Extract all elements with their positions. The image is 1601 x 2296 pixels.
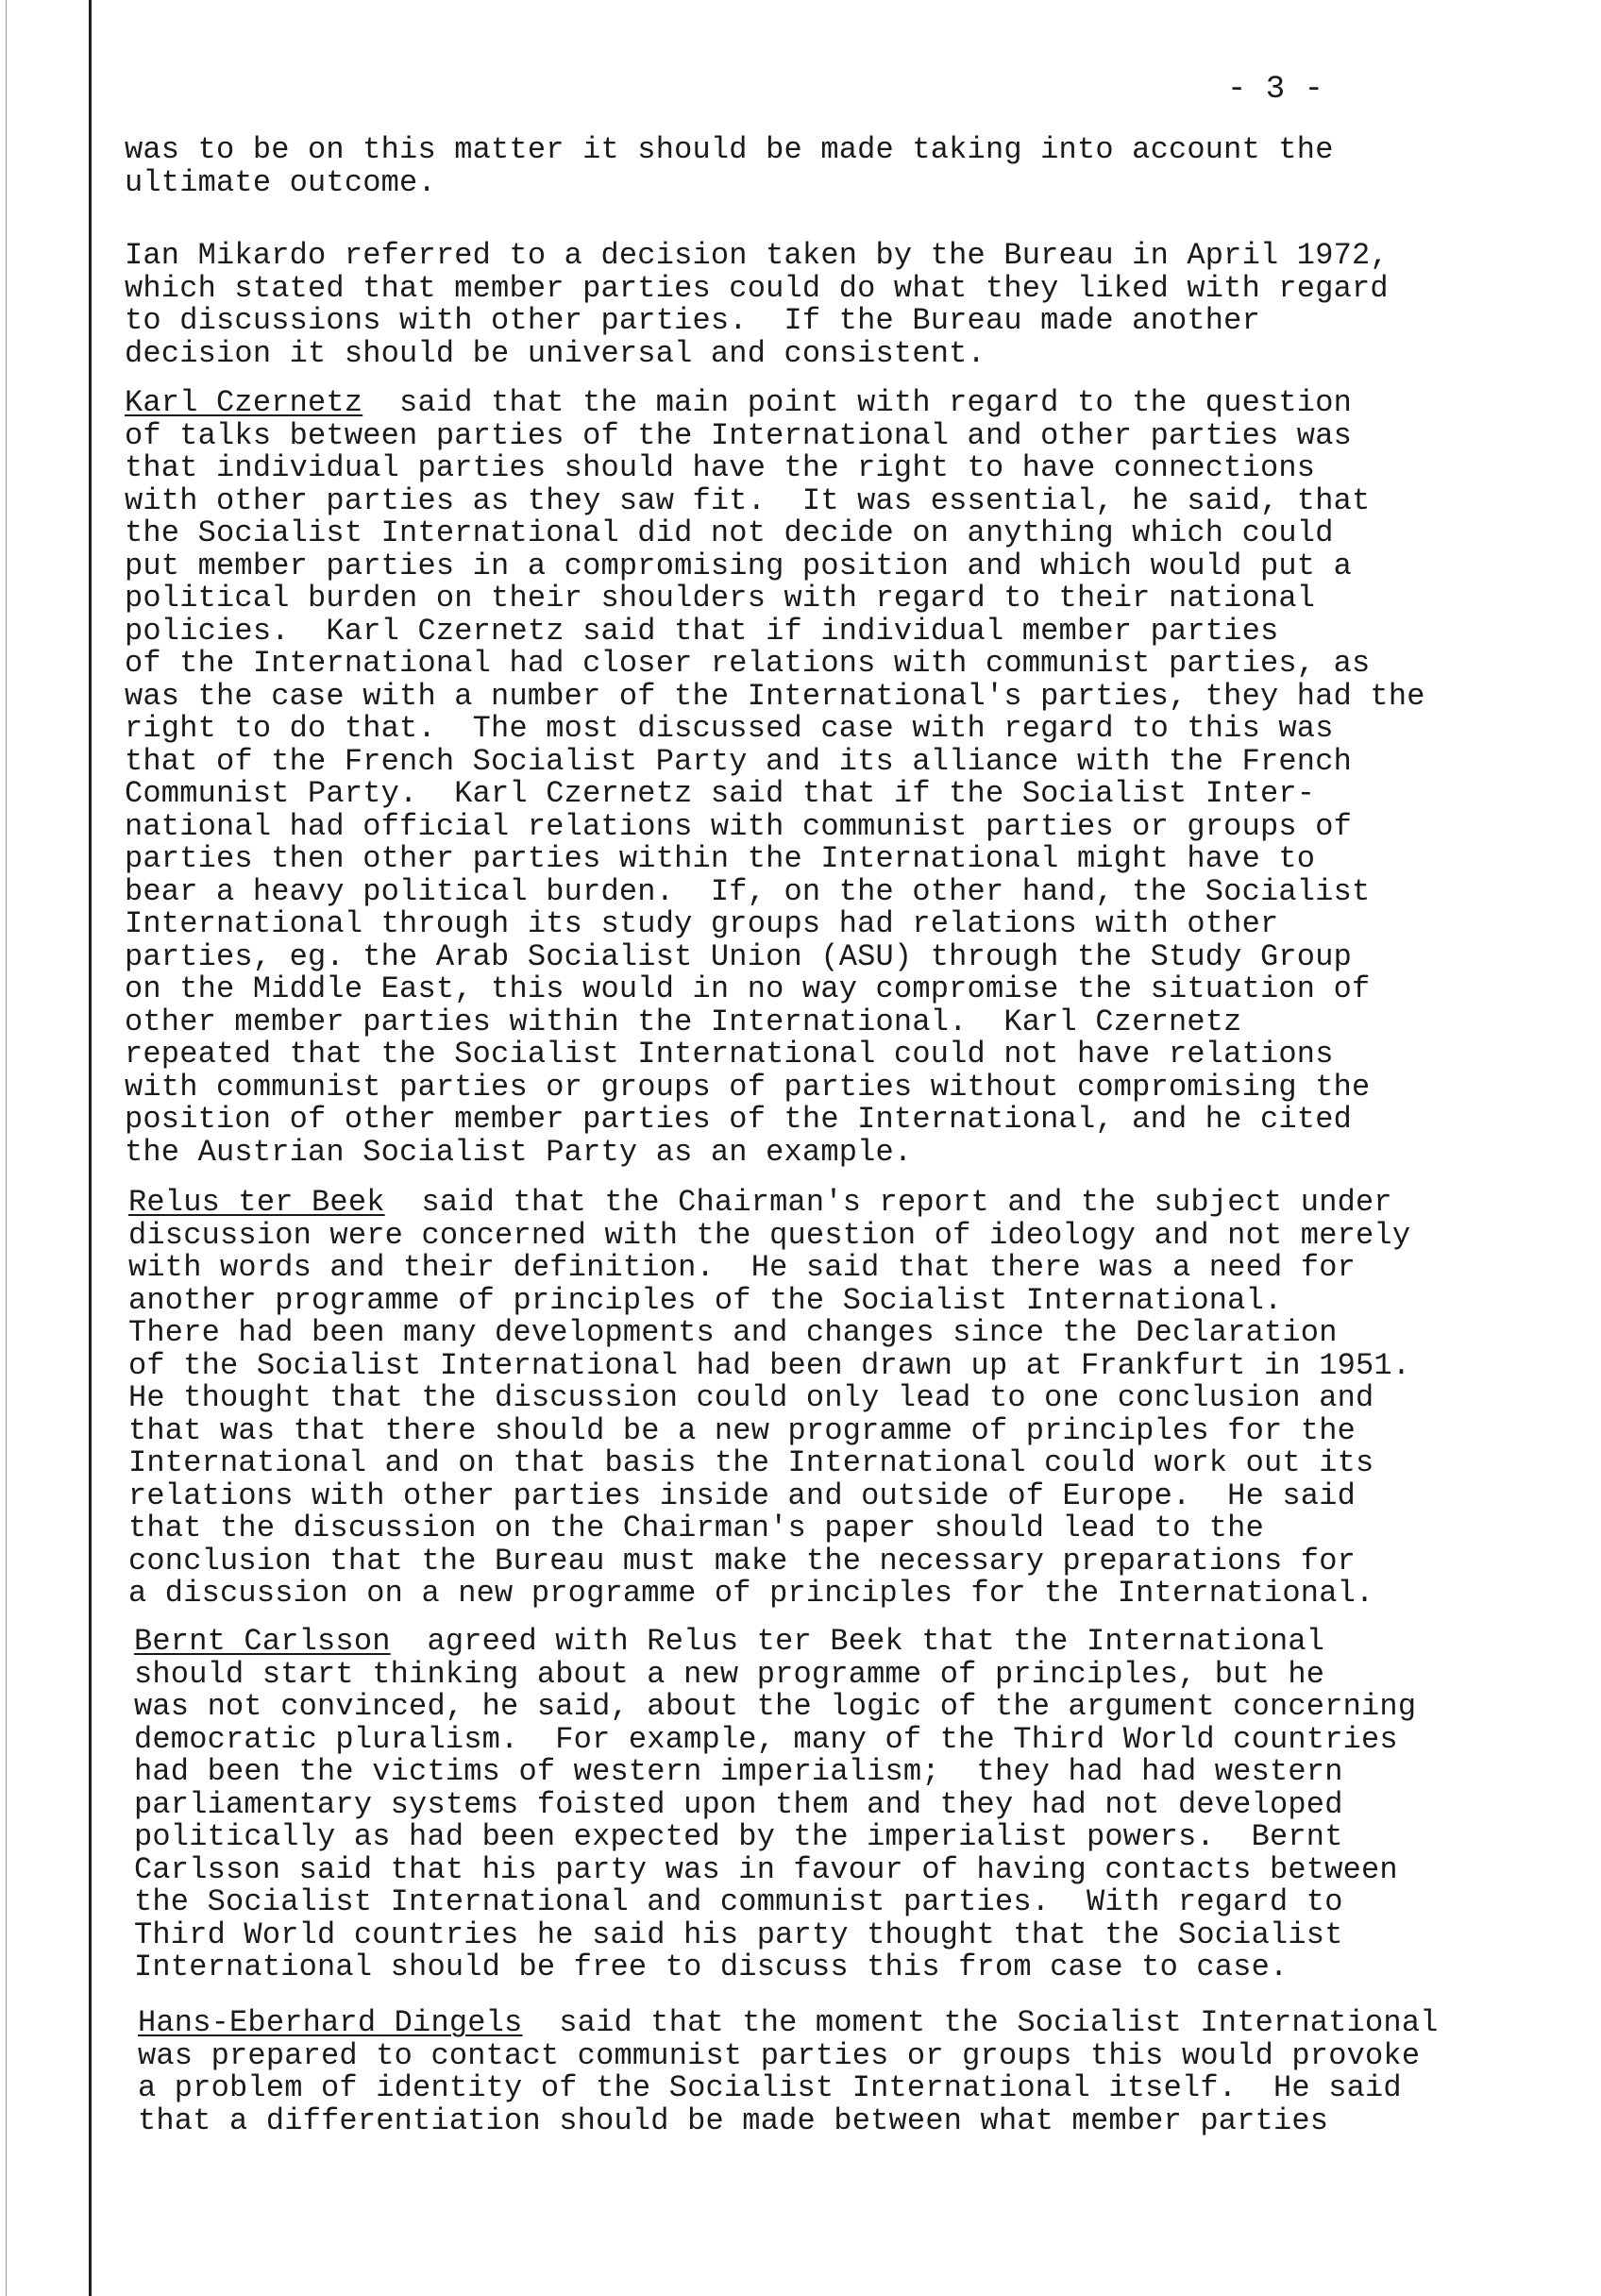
text-line: [128, 1578, 1410, 1611]
text-line: [134, 1821, 1416, 1854]
text-line: [125, 164, 1334, 200]
text-line: [125, 648, 1425, 681]
line-text: with words and their definition. He said that there was a need for: [128, 1250, 1357, 1285]
text-line: [125, 335, 1389, 371]
text-line: [128, 1347, 1411, 1383]
paragraph-mikardo: [125, 240, 1389, 370]
line-text: a discussion on a new programme of principles for the International.: [128, 1576, 1374, 1611]
text-line: [138, 2102, 1439, 2138]
text-line: [125, 270, 1389, 306]
line-text: policies. Karl Czernetz said that if individual member parties: [125, 613, 1279, 649]
line-text: was prepared to contact communist parties or groups this would provoke: [138, 2037, 1421, 2073]
line-text: politically as had been expected by the imperialist powers. Bernt: [134, 1819, 1343, 1854]
text-line: [125, 938, 1425, 974]
line-text: that a differentiation should be made between what member parties: [138, 2102, 1329, 2138]
text-line: [125, 482, 1425, 518]
line-text: the Austrian Socialist Party as an example.: [125, 1134, 913, 1170]
text-line: [134, 1756, 1416, 1789]
line-text: on the Middle East, this would in no way compromise the situation of: [125, 971, 1371, 1006]
line-text: of talks between parties of the International and other parties was: [125, 417, 1353, 453]
text-line: [128, 1512, 1410, 1545]
speaker-name: Hans-Eberhard Dingels: [138, 2005, 523, 2040]
text-line: [128, 1252, 1410, 1285]
text-line: [125, 517, 1425, 550]
line-text: of the Socialist International had been drawn up at Frankfurt in 1951.: [128, 1347, 1411, 1383]
line-text: of the International had closer relations with communist parties, as: [125, 646, 1371, 681]
text-line: [128, 1477, 1410, 1513]
line-text: was to be on this matter it should be made taking into account the: [125, 132, 1334, 167]
text-line: [125, 240, 1389, 273]
paragraph-czernetz: [125, 387, 1425, 1169]
line-text: the Socialist International and communist parties. With regard to: [134, 1884, 1343, 1919]
line-text: a problem of identity of the Socialist International itself. He said: [138, 2070, 1402, 2105]
text-line: [125, 582, 1425, 616]
text-line: [128, 1447, 1410, 1480]
line-text: He thought that the discussion could only lead to one conclusion and: [128, 1380, 1374, 1415]
line-text: parties, eg. the Arab Socialist Union (ASU) through the Study Group: [125, 938, 1353, 974]
scan-edge-line: [6, 0, 7, 2296]
text-line: [125, 134, 1334, 167]
text-line: [125, 1006, 1425, 1039]
line-text: that was that there should be a new programme of principles for the: [128, 1412, 1357, 1448]
text-line: [125, 1104, 1425, 1137]
line-text: national had official relations with communist parties or groups of: [125, 808, 1353, 844]
line-text: had been the victims of western imperialism; they had had western: [134, 1754, 1343, 1789]
text-line: [138, 2007, 1439, 2040]
line-text: International through its study groups had relations with other: [125, 906, 1279, 941]
text-line: [128, 1412, 1410, 1448]
line-text: political burden on their shoulders with regard to their national: [125, 581, 1316, 616]
line-text: said that the main point with regard to the question: [362, 385, 1353, 420]
text-line: [128, 1187, 1410, 1220]
text-line: [134, 1951, 1416, 1984]
line-text: decision it should be universal and consistent.: [125, 335, 986, 371]
line-text: to discussions with other parties. If the Bureau made another: [125, 303, 1260, 338]
line-text: said that the moment the Socialist International: [522, 2005, 1439, 2040]
line-text: said that the Chairman's report and the subject under: [384, 1185, 1392, 1220]
text-line: [125, 550, 1425, 583]
margin-rule: [89, 0, 92, 2296]
text-line: [134, 1656, 1416, 1692]
line-text: Communist Party. Karl Czernetz said that if the Socialist Inter-: [125, 776, 1316, 811]
text-line: [125, 1134, 1425, 1170]
line-text: that the discussion on the Chairman's paper should lead to the: [128, 1511, 1264, 1545]
text-line: [125, 1038, 1425, 1072]
text-line: [125, 452, 1425, 485]
text-line: [134, 1691, 1416, 1724]
speaker-name: Karl Czernetz: [125, 385, 363, 420]
line-text: put member parties in a compromising position and which would put a: [125, 548, 1353, 583]
line-text: should start thinking about a new programme of principles, but he: [134, 1656, 1325, 1692]
line-text: Carlsson said that his party was in favour of having contacts between: [134, 1851, 1398, 1887]
paragraph-carlsson: [134, 1626, 1416, 1984]
line-text: There had been many developments and changes since the Declaration: [128, 1315, 1338, 1350]
text-line: [125, 305, 1389, 338]
text-line: [134, 1721, 1416, 1757]
page-number: - 3 -: [1227, 72, 1324, 108]
text-line: [134, 1786, 1416, 1822]
paragraph-dingels: [138, 2007, 1439, 2137]
text-line: [125, 778, 1425, 811]
line-text: conclusion that the Bureau must make the necessary preparations for: [128, 1543, 1357, 1578]
line-text: bear a heavy political burden. If, on the other hand, the Socialist: [125, 873, 1371, 909]
line-text: with communist parties or groups of parties without compromising the: [125, 1069, 1371, 1105]
text-line: [134, 1851, 1416, 1887]
text-line: [128, 1317, 1410, 1350]
text-line: [125, 808, 1425, 844]
text-line: [125, 387, 1425, 420]
text-line: [125, 1069, 1425, 1105]
line-text: which stated that member parties could do what they liked with regard: [125, 270, 1389, 306]
text-line: [125, 613, 1425, 649]
line-text: relations with other parties inside and outside of Europe. He said: [128, 1477, 1357, 1513]
text-line: [125, 908, 1425, 941]
paragraph-continuation: [125, 134, 1334, 199]
line-text: was the case with a number of the International's parties, they had the: [125, 678, 1425, 714]
line-text: was not convinced, he said, about the logic of the argument concerning: [134, 1689, 1417, 1724]
text-line: [128, 1382, 1410, 1415]
line-text: International should be free to discuss this from case to case.: [134, 1950, 1289, 1984]
text-line: [128, 1545, 1410, 1578]
line-text: other member parties within the International. Karl Czernetz: [125, 1004, 1242, 1039]
line-text: another programme of principles of the Socialist International.: [128, 1282, 1283, 1318]
text-line: [125, 743, 1425, 779]
line-text: with other parties as they saw fit. It was essential, he said, that: [125, 482, 1371, 518]
line-text: position of other member parties of the International, and he cited: [125, 1102, 1353, 1137]
text-line: [134, 1626, 1416, 1659]
line-text: discussion were concerned with the question of ideology and not merely: [128, 1217, 1411, 1253]
line-text: that individual parties should have the right to have connections: [125, 450, 1316, 485]
text-line: [125, 678, 1425, 714]
line-text: ultimate outcome.: [125, 164, 436, 200]
text-line: [138, 2037, 1439, 2073]
line-text: right to do that. The most discussed case with regard to this was: [125, 711, 1334, 746]
line-text: International and on that basis the International could work out its: [128, 1445, 1374, 1480]
text-line: [125, 417, 1425, 453]
text-line: [128, 1217, 1411, 1253]
text-line: [125, 843, 1425, 876]
text-line: [138, 2072, 1439, 2105]
line-text: parties then other parties within the International might have to: [125, 841, 1316, 876]
line-text: that of the French Socialist Party and its alliance with the French: [125, 743, 1353, 779]
text-line: [125, 873, 1425, 909]
line-text: Ian Mikardo referred to a decision taken by the Bureau in April 1972,: [125, 238, 1389, 273]
text-line: [125, 713, 1425, 746]
line-text: the Socialist International did not decide on anything which could: [125, 515, 1334, 550]
line-text: parliamentary systems foisted upon them and they had not developed: [134, 1786, 1343, 1822]
speaker-name: Bernt Carlsson: [134, 1624, 391, 1659]
speaker-name: Relus ter Beek: [128, 1185, 385, 1220]
line-text: agreed with Relus ter Beek that the International: [390, 1624, 1325, 1659]
text-line: [125, 973, 1425, 1006]
paragraph-ter-beek: [128, 1187, 1410, 1611]
line-text: repeated that the Socialist International could not have relations: [125, 1037, 1334, 1072]
text-line: [134, 1916, 1416, 1952]
text-line: [134, 1886, 1416, 1919]
line-text: democratic pluralism. For example, many of the Third World countries: [134, 1721, 1398, 1757]
text-line: [128, 1282, 1410, 1318]
line-text: Third World countries he said his party thought that the Socialist: [134, 1916, 1343, 1952]
